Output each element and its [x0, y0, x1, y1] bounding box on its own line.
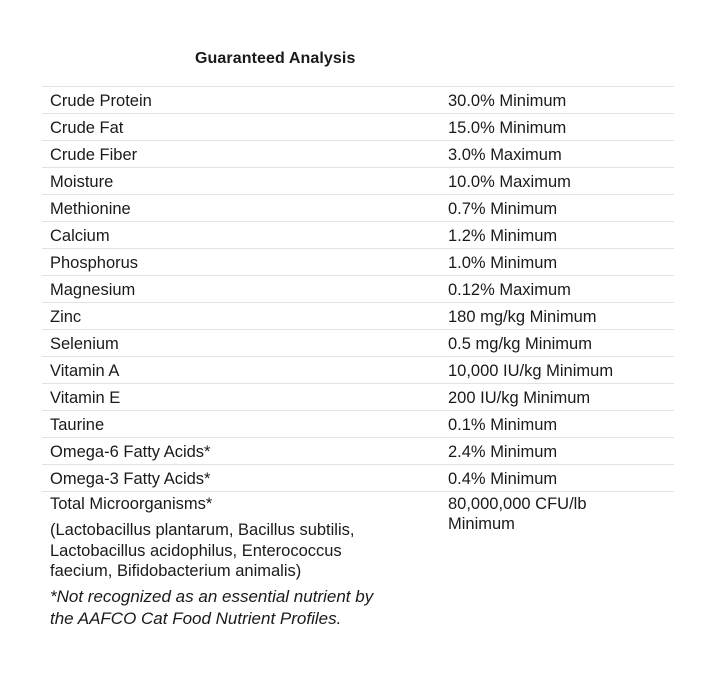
nutrient-name: Vitamin A	[50, 362, 120, 380]
nutrient-value: 180 mg/kg Minimum	[448, 308, 597, 326]
table-row	[42, 141, 674, 168]
guaranteed-analysis-table	[42, 86, 674, 586]
table-row	[42, 384, 674, 411]
nutrient-name: Methionine	[50, 200, 131, 218]
nutrient-value-qualifier: Minimum	[448, 515, 515, 533]
nutrient-name: Crude Fiber	[50, 146, 138, 164]
table-row	[42, 249, 674, 276]
table-row	[42, 114, 674, 141]
table-row-microorganisms	[42, 492, 674, 586]
nutrient-value: 10,000 IU/kg Minimum	[448, 362, 614, 380]
nutrient-value: 3.0% Maximum	[448, 146, 562, 164]
table-row	[42, 276, 674, 303]
table-row	[42, 168, 674, 195]
nutrient-value: 0.1% Minimum	[448, 416, 558, 434]
species-line: Lactobacillus acidophilus, Enterococcus	[50, 541, 342, 560]
nutrient-value: 0.4% Minimum	[448, 470, 558, 488]
nutrient-name: Vitamin E	[50, 389, 121, 407]
microorganism-species	[50, 520, 448, 582]
nutrient-name: Phosphorus	[50, 254, 139, 272]
nutrient-value: 10.0% Maximum	[448, 173, 571, 191]
nutrient-name: Zinc	[50, 308, 82, 326]
table-row	[42, 438, 674, 465]
nutrient-value: 1.2% Minimum	[448, 227, 558, 245]
table-row	[42, 195, 674, 222]
nutrient-name: Selenium	[50, 335, 119, 353]
page-title: Guaranteed Analysis	[195, 50, 356, 67]
footnote-line: the AAFCO Cat Food Nutrient Profiles.	[50, 609, 342, 628]
nutrient-value: 0.7% Minimum	[448, 200, 558, 218]
table-row	[42, 330, 674, 357]
nutrient-name: Omega-6 Fatty Acids*	[50, 443, 211, 461]
nutrient-name: Crude Fat	[50, 119, 124, 137]
nutrient-name: Crude Protein	[50, 92, 152, 110]
nutrient-value: 0.12% Maximum	[448, 281, 571, 299]
nutrient-name: Moisture	[50, 173, 114, 191]
table-row	[42, 465, 674, 492]
nutrient-value: 2.4% Minimum	[448, 443, 558, 461]
nutrient-value: 0.5 mg/kg Minimum	[448, 335, 592, 353]
nutrient-name: Calcium	[50, 227, 110, 245]
footnote-line: *Not recognized as an essential nutrient by	[50, 587, 374, 606]
table-row	[42, 411, 674, 438]
nutrient-name: Magnesium	[50, 281, 136, 299]
species-line: (Lactobacillus plantarum, Bacillus subtilis,	[50, 521, 355, 539]
nutrient-value: 200 IU/kg Minimum	[448, 389, 591, 407]
footnote	[50, 586, 450, 630]
nutrient-value: 1.0% Minimum	[448, 254, 558, 272]
nutrient-name: Total Microorganisms*	[50, 495, 213, 513]
nutrient-name: Omega-3 Fatty Acids*	[50, 470, 211, 488]
table-row	[42, 87, 674, 114]
nutrient-value: 80,000,000 CFU/lb	[448, 495, 587, 513]
nutrient-name: Taurine	[50, 416, 105, 434]
nutrient-value: 30.0% Minimum	[448, 92, 567, 110]
table-row	[42, 222, 674, 249]
species-line: faecium, Bifidobacterium animalis)	[50, 562, 302, 580]
table-row	[42, 357, 674, 384]
nutrient-name-cell	[42, 492, 448, 582]
nutrient-value: 15.0% Minimum	[448, 119, 567, 137]
nutrient-value-cell	[448, 492, 674, 582]
table-row	[42, 303, 674, 330]
